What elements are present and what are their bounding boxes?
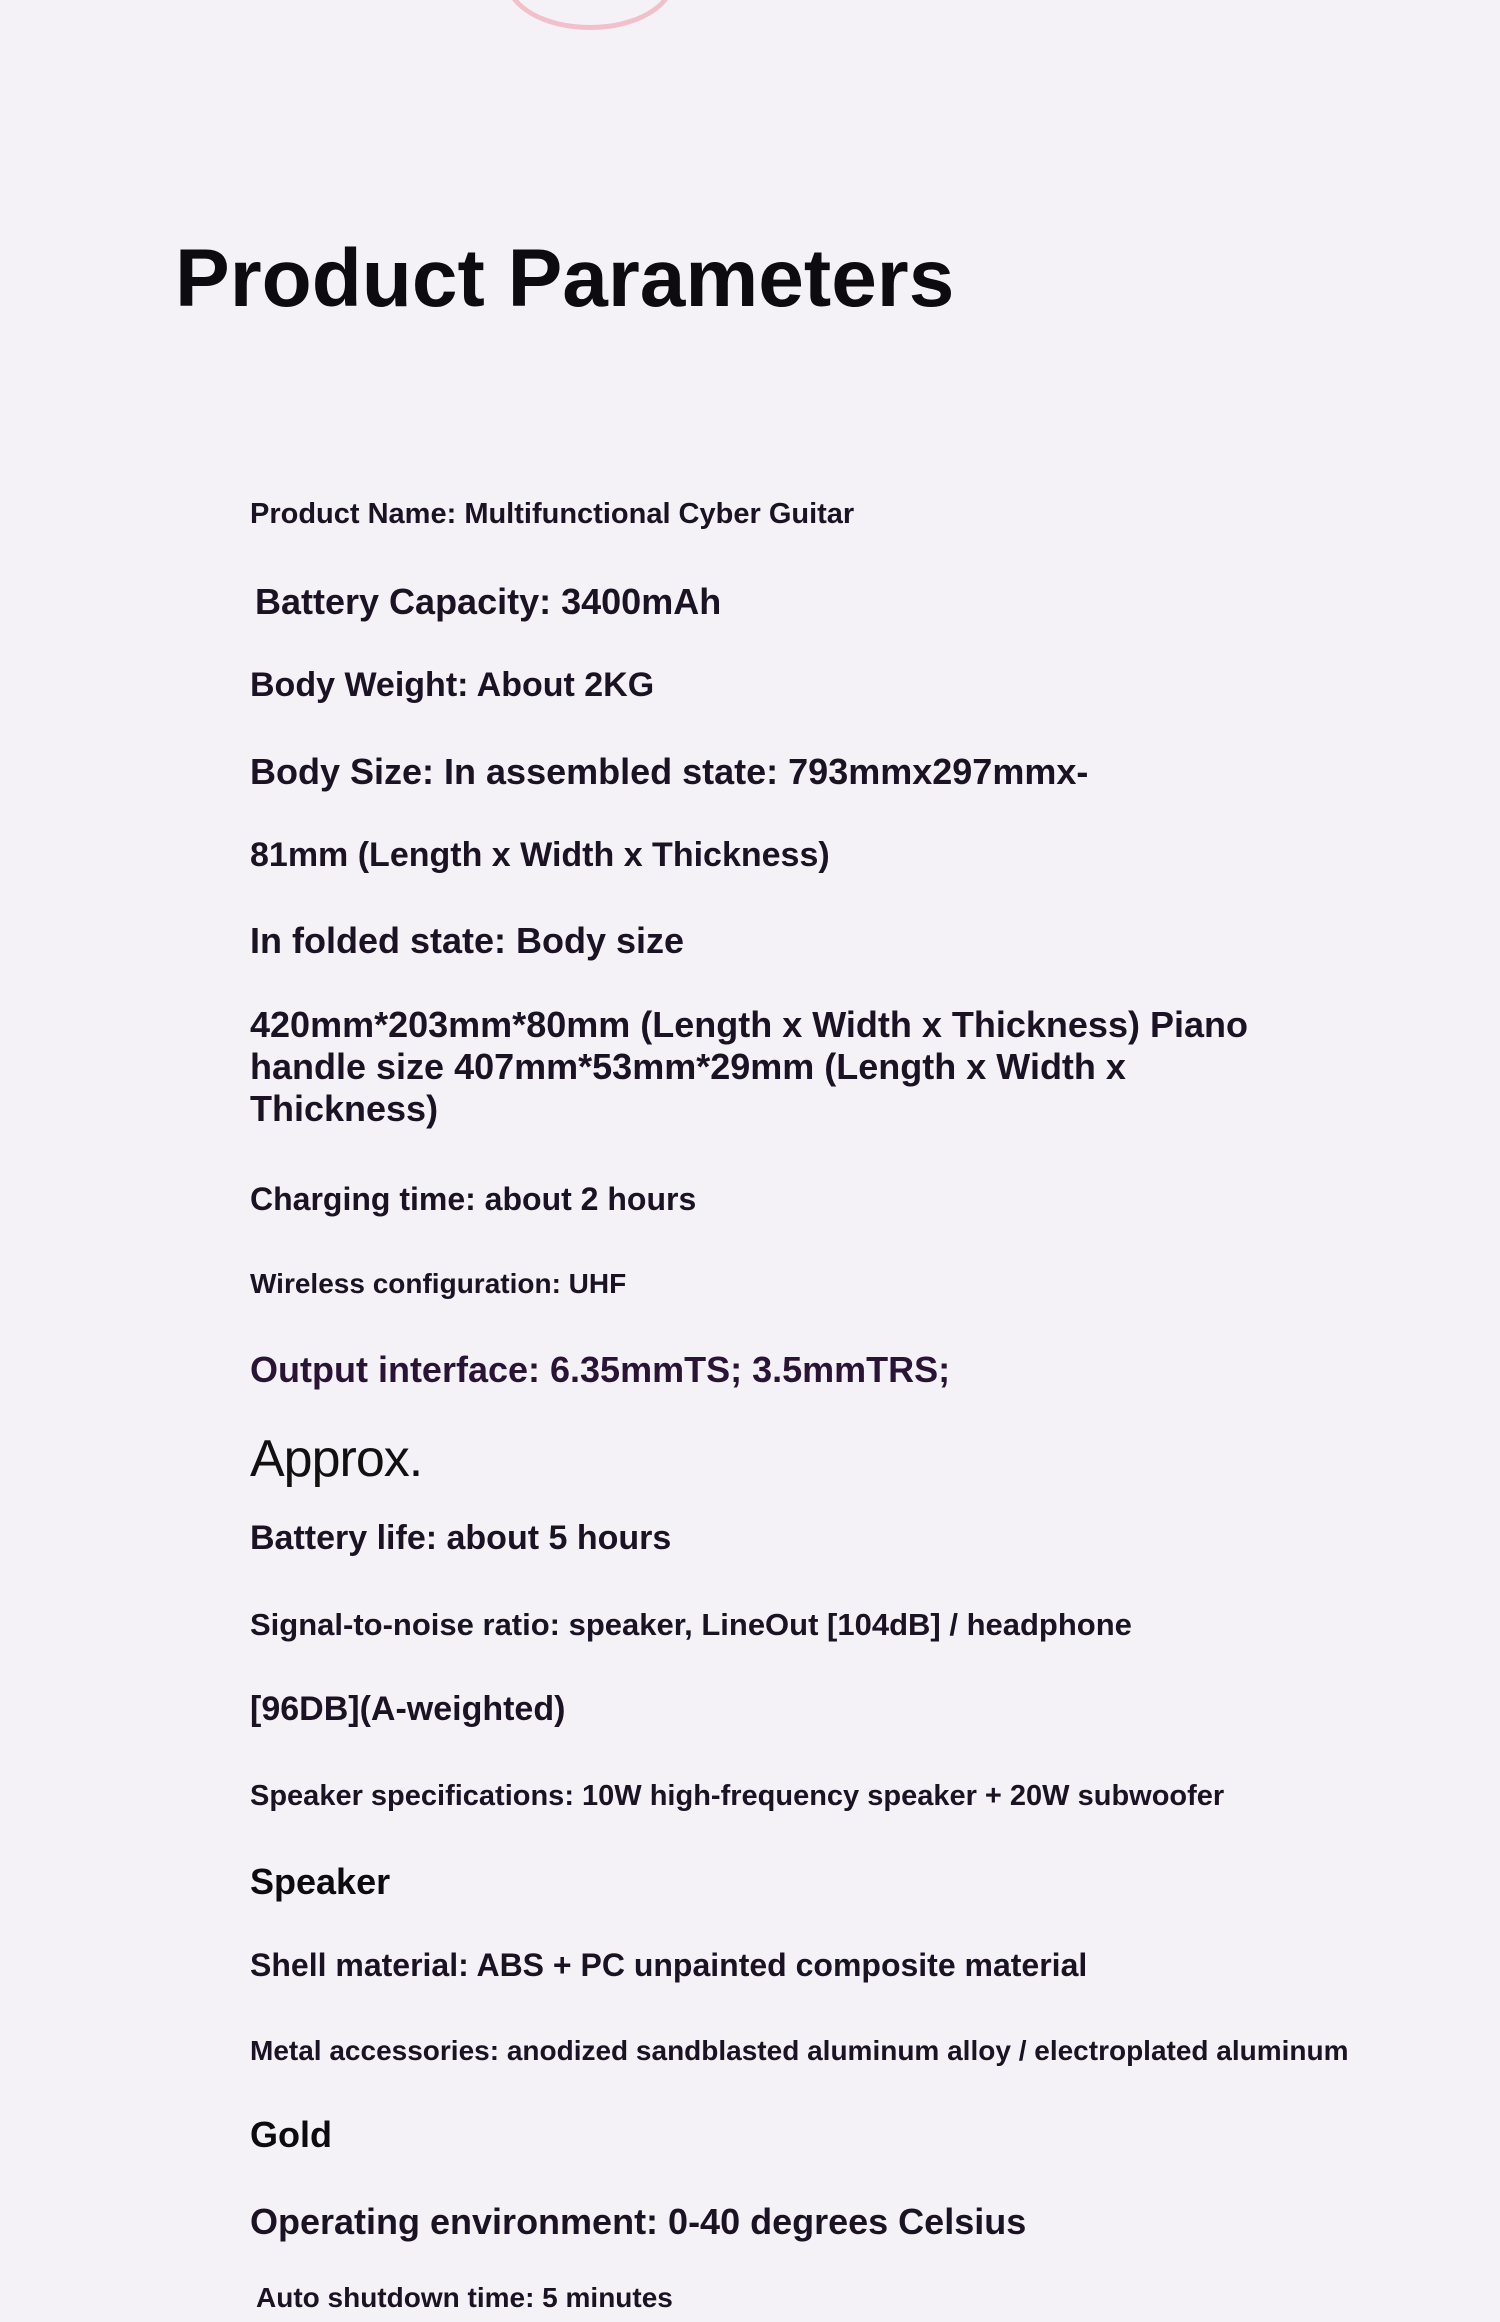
param-metal-accessories: Metal accessories: anodized sandblasted aluminum alloy / electroplated aluminum [250, 2035, 1349, 2066]
param-speaker-spec: Speaker specifications: 10W high-frequency speaker + 20W subwoofer [250, 1780, 1225, 1812]
page-title: Product Parameters [175, 233, 955, 324]
param-snr-cont: [96DB](A-weighted) [250, 1690, 566, 1728]
param-output-interface: Output interface: 6.35mmTS; 3.5mmTRS; [250, 1349, 951, 1390]
param-body-weight: Body Weight: About 2KG [250, 666, 655, 704]
param-auto-shutdown: Auto shutdown time: 5 minutes [256, 2282, 673, 2313]
decorative-ring [505, 0, 675, 30]
param-charging-time: Charging time: about 2 hours [250, 1181, 697, 1217]
param-snr: Signal-to-noise ratio: speaker, LineOut [104dB] / headphone [250, 1607, 1132, 1642]
param-product-name: Product Name: Multifunctional Cyber Guitar [250, 498, 855, 530]
param-shell-material: Shell material: ABS + PC unpainted composite material [250, 1947, 1088, 1983]
param-gold: Gold [250, 2114, 332, 2155]
param-folded-dimensions: 420mm*203mm*80mm (Length x Width x Thickness) Piano handle size 407mm*53mm*29mm (Length x Width x Thickness) [250, 1004, 1248, 1129]
param-folded-state: In folded state: Body size [250, 920, 685, 961]
param-wireless: Wireless configuration: UHF [250, 1268, 627, 1299]
param-approx: Approx. [250, 1430, 423, 1488]
param-speaker: Speaker [250, 1861, 391, 1902]
param-body-size: Body Size: In assembled state: 793mmx297mmx- [250, 751, 1089, 792]
param-operating-environment: Operating environment: 0-40 degrees Celsius [250, 2201, 1027, 2242]
param-body-size-cont: 81mm (Length x Width x Thickness) [250, 836, 830, 874]
param-battery-capacity: Battery Capacity: 3400mAh [255, 581, 722, 622]
param-battery-life: Battery life: about 5 hours [250, 1519, 672, 1557]
